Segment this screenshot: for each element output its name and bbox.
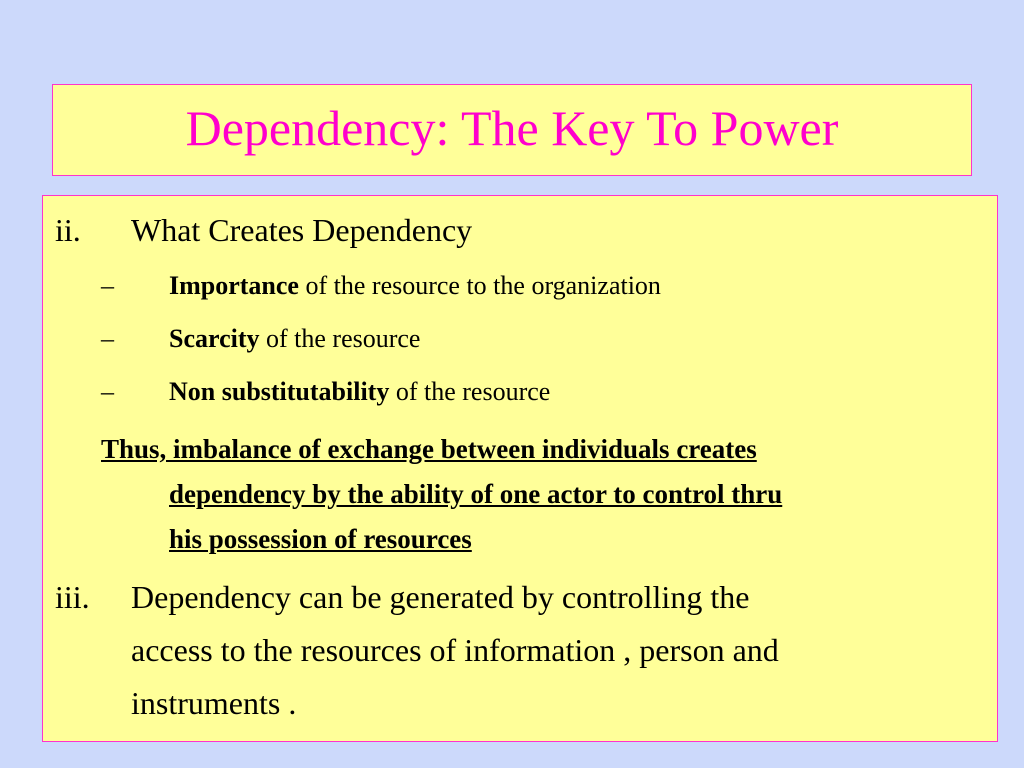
bullet-bold: Non substitutability bbox=[169, 377, 390, 406]
section-iii-line: Dependency can be generated by controlling the bbox=[131, 579, 750, 615]
slide-title: Dependency: The Key To Power bbox=[185, 100, 839, 156]
bullet-dash: – bbox=[101, 324, 114, 353]
title-box bbox=[52, 84, 972, 176]
bullet-text bbox=[169, 268, 661, 304]
thus-line: Thus, imbalance of exchange between individuals creates bbox=[101, 434, 757, 464]
section-iii-line: instruments . bbox=[131, 685, 297, 721]
section-iii-marker: iii. bbox=[55, 579, 90, 615]
content-box bbox=[42, 195, 998, 742]
bullet-rest: of the resource bbox=[259, 324, 421, 353]
thus-line: his possession of resources bbox=[169, 524, 472, 554]
bullet-dash: – bbox=[101, 271, 114, 300]
bullet-bold: Importance bbox=[169, 271, 299, 300]
section-ii-text: What Creates Dependency bbox=[131, 212, 473, 248]
bullet-text bbox=[169, 321, 420, 357]
bullet-bold: Scarcity bbox=[169, 324, 260, 353]
section-iii-line: access to the resources of information , person and bbox=[131, 632, 779, 668]
thus-paragraph bbox=[101, 427, 782, 562]
bullet-rest: of the resource to the organization bbox=[298, 271, 661, 300]
bullet-text bbox=[169, 374, 550, 410]
bullet-rest: of the resource bbox=[389, 377, 551, 406]
thus-line: dependency by the ability of one actor to control thru bbox=[169, 479, 783, 509]
bullet-dash: – bbox=[101, 377, 114, 406]
section-ii-marker: ii. bbox=[55, 212, 81, 248]
